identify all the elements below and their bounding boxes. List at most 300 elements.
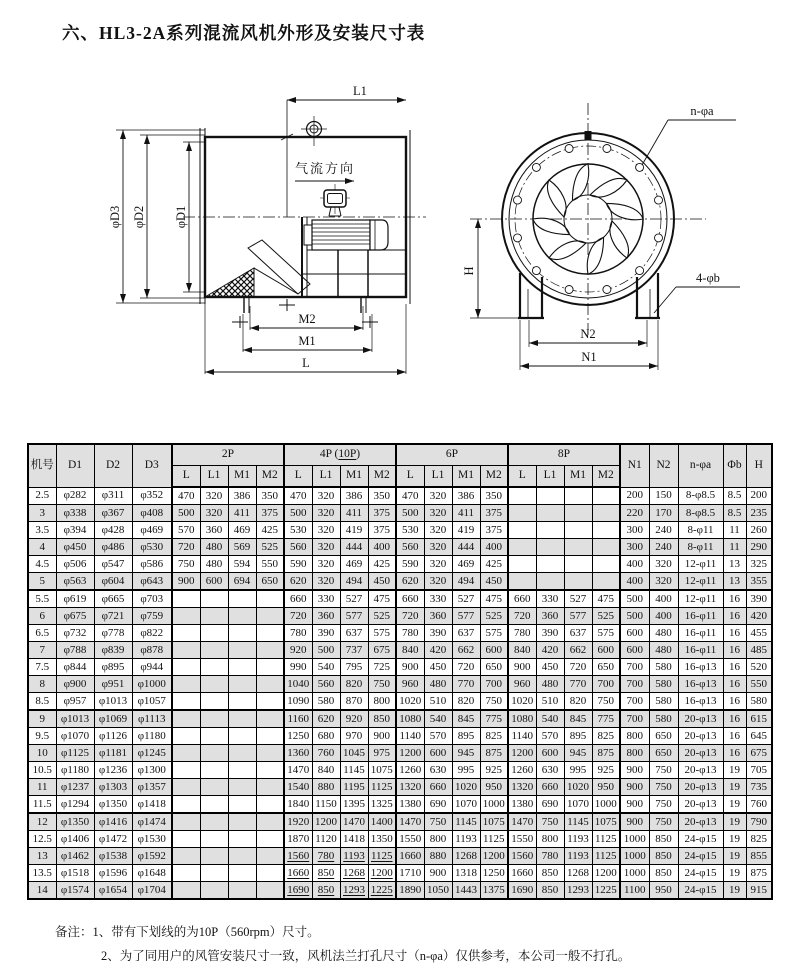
cell: φ957 <box>56 693 94 711</box>
cell: 420 <box>746 608 772 625</box>
cell: φ367 <box>94 505 132 522</box>
cell: 780 <box>284 625 312 642</box>
cell: 24-φ15 <box>678 865 723 882</box>
cell: 444 <box>340 539 368 556</box>
cell: 700 <box>620 710 649 728</box>
table-row <box>28 728 772 745</box>
cell: 13 <box>723 556 746 573</box>
cell: 320 <box>424 556 452 573</box>
cell: 494 <box>340 573 368 591</box>
cell: 1145 <box>564 813 592 831</box>
cell: 375 <box>480 505 508 522</box>
cell: 500 <box>396 505 424 522</box>
cell <box>172 813 200 831</box>
cell: 1125 <box>592 848 620 865</box>
cell: φ878 <box>132 642 172 659</box>
cell: 260 <box>746 522 772 539</box>
cell <box>228 728 256 745</box>
table-row <box>28 522 772 539</box>
cell: 1320 <box>508 779 536 796</box>
cell <box>564 539 592 556</box>
cell: 170 <box>649 505 678 522</box>
cell: 900 <box>172 573 200 591</box>
cell: 12-φ11 <box>678 573 723 591</box>
cell: 375 <box>368 505 396 522</box>
cell: φ721 <box>94 608 132 625</box>
cell <box>172 745 200 762</box>
sub-header-l1: L1 <box>536 466 564 488</box>
cell <box>228 813 256 831</box>
cell: 320 <box>424 505 452 522</box>
cell: 19 <box>723 779 746 796</box>
cell: 530 <box>284 522 312 539</box>
cell: 469 <box>228 522 256 539</box>
cell: 400 <box>649 608 678 625</box>
group-header-2p: 2P <box>172 444 284 466</box>
cell: 475 <box>480 590 508 608</box>
cell: 1200 <box>592 865 620 882</box>
cell <box>172 590 200 608</box>
cell: 600 <box>620 642 649 659</box>
cell <box>256 796 284 814</box>
cell <box>228 779 256 796</box>
cell: 1870 <box>284 831 312 848</box>
cell: φ1057 <box>132 693 172 711</box>
row-model-no: 5.5 <box>28 590 56 608</box>
cell: 680 <box>312 728 340 745</box>
cell: 200 <box>620 487 649 505</box>
cell: 1550 <box>508 831 536 848</box>
col-header-nphia: n-φa <box>678 444 723 487</box>
cell: 1540 <box>284 779 312 796</box>
cell: φ788 <box>56 642 94 659</box>
cell: 690 <box>424 796 452 814</box>
cell: 1193 <box>452 831 480 848</box>
cell: 950 <box>649 882 678 900</box>
cell: φ1538 <box>94 848 132 865</box>
fan-front-view <box>440 75 780 405</box>
cell <box>256 625 284 642</box>
cell <box>256 608 284 625</box>
cell: 1200 <box>508 745 536 762</box>
side-view-linework <box>116 100 426 374</box>
cell <box>200 608 228 625</box>
cell: 330 <box>424 590 452 608</box>
cell: φ643 <box>132 573 172 591</box>
cell: 590 <box>396 556 424 573</box>
cell: φ428 <box>94 522 132 539</box>
table-row <box>28 539 772 556</box>
cell: φ1125 <box>56 745 94 762</box>
cell <box>228 848 256 865</box>
cell <box>228 608 256 625</box>
dim-label-n2: N2 <box>580 327 596 341</box>
cell: φ1462 <box>56 848 94 865</box>
cell: 1380 <box>396 796 424 814</box>
cell: 527 <box>452 590 480 608</box>
cell: 450 <box>424 659 452 676</box>
cell: 500 <box>312 642 340 659</box>
cell <box>172 831 200 848</box>
cell: 915 <box>746 882 772 900</box>
cell: 900 <box>620 796 649 814</box>
col-header-model: 机号 <box>28 444 56 487</box>
cell: 575 <box>480 625 508 642</box>
cell <box>228 590 256 608</box>
cell: 760 <box>312 745 340 762</box>
cell: 575 <box>368 625 396 642</box>
cell: 320 <box>312 539 340 556</box>
footnote-line2: 2、为了同用户的风管安装尺寸一致，风机法兰打孔尺寸（n-φa）仅供参考，本公司一般不打孔。 <box>101 949 631 963</box>
cell: 1660 <box>396 848 424 865</box>
cell: 419 <box>452 522 480 539</box>
cell: 525 <box>368 608 396 625</box>
cell: 620 <box>396 573 424 591</box>
row-model-no: 7 <box>28 642 56 659</box>
cell: 750 <box>480 693 508 711</box>
cell: 570 <box>424 728 452 745</box>
cell: 895 <box>452 728 480 745</box>
cell: 720 <box>508 608 536 625</box>
cell: 700 <box>620 676 649 693</box>
cell: 16-φ11 <box>678 642 723 659</box>
cell <box>508 505 536 522</box>
cell <box>200 796 228 814</box>
cell: 20-φ13 <box>678 796 723 814</box>
cell <box>592 556 620 573</box>
cell: 320 <box>649 556 678 573</box>
cell: 560 <box>312 676 340 693</box>
cell: 1268 <box>340 865 368 882</box>
cell <box>200 779 228 796</box>
table-row <box>28 848 772 865</box>
cell: 750 <box>424 813 452 831</box>
cell: 760 <box>746 796 772 814</box>
cell: 705 <box>746 762 772 779</box>
cell: 400 <box>649 590 678 608</box>
row-model-no: 8 <box>28 676 56 693</box>
cell: 485 <box>746 642 772 659</box>
cell: 800 <box>424 831 452 848</box>
sub-header-l1: L1 <box>424 466 452 488</box>
cell <box>228 882 256 900</box>
cell: 660 <box>424 779 452 796</box>
cell: 1145 <box>340 762 368 779</box>
row-model-no: 4 <box>28 539 56 556</box>
cell: φ1350 <box>94 796 132 814</box>
cell: 1470 <box>508 813 536 831</box>
cell: φ1181 <box>94 745 132 762</box>
cell: 1000 <box>480 796 508 814</box>
cell: 360 <box>312 608 340 625</box>
cell: 24-φ15 <box>678 831 723 848</box>
cell: 11 <box>723 539 746 556</box>
cell: 1040 <box>284 676 312 693</box>
cell: 1320 <box>396 779 424 796</box>
cell <box>200 848 228 865</box>
table-row <box>28 573 772 591</box>
cell: 450 <box>536 659 564 676</box>
cell: 577 <box>564 608 592 625</box>
cell: 1045 <box>340 745 368 762</box>
table-row <box>28 625 772 642</box>
cell: 350 <box>256 487 284 505</box>
row-model-no: 9 <box>28 710 56 728</box>
cell: 425 <box>256 522 284 539</box>
cell: 855 <box>746 848 772 865</box>
cell: 475 <box>592 590 620 608</box>
sub-header-l: L <box>284 466 312 488</box>
cell <box>200 831 228 848</box>
cell: 577 <box>340 608 368 625</box>
cell: 925 <box>480 762 508 779</box>
cell: 825 <box>746 831 772 848</box>
cell <box>592 539 620 556</box>
cell: 620 <box>312 710 340 728</box>
cell: 1268 <box>452 848 480 865</box>
cell: φ1350 <box>56 813 94 831</box>
cell: 419 <box>340 522 368 539</box>
cell: 737 <box>340 642 368 659</box>
cell: 475 <box>368 590 396 608</box>
cell: 1000 <box>620 831 649 848</box>
cell: 700 <box>592 676 620 693</box>
cell <box>536 505 564 522</box>
cell: 320 <box>312 487 340 505</box>
cell: 1318 <box>452 865 480 882</box>
table-row <box>28 745 772 762</box>
cell: 20-φ13 <box>678 745 723 762</box>
cell: 780 <box>396 625 424 642</box>
cell: 24-φ15 <box>678 882 723 900</box>
cell: 1443 <box>452 882 480 900</box>
cell: 425 <box>480 556 508 573</box>
cell: 235 <box>746 505 772 522</box>
row-model-no: 5 <box>28 573 56 591</box>
cell: 480 <box>649 625 678 642</box>
cell: φ506 <box>56 556 94 573</box>
cell: 1120 <box>312 831 340 848</box>
cell: 330 <box>536 590 564 608</box>
cell: 580 <box>649 693 678 711</box>
cell <box>256 848 284 865</box>
fan-outline-side-view <box>88 78 428 408</box>
cell: 470 <box>172 487 200 505</box>
col-header-n2: N2 <box>649 444 678 487</box>
cell: 19 <box>723 882 746 900</box>
cell: 350 <box>368 487 396 505</box>
cell: φ1472 <box>94 831 132 848</box>
table-row <box>28 505 772 522</box>
sub-header-l: L <box>396 466 424 488</box>
table-row <box>28 779 772 796</box>
cell: 569 <box>228 539 256 556</box>
cell <box>256 779 284 796</box>
cell: 577 <box>452 608 480 625</box>
cell: 450 <box>480 573 508 591</box>
cell: 770 <box>452 676 480 693</box>
cell: 720 <box>284 608 312 625</box>
cell: 1293 <box>340 882 368 900</box>
cell <box>536 539 564 556</box>
cell: 580 <box>649 710 678 728</box>
cell: φ1245 <box>132 745 172 762</box>
cell: 520 <box>746 659 772 676</box>
cell <box>200 745 228 762</box>
cell: 16-φ13 <box>678 659 723 676</box>
cell: 525 <box>256 539 284 556</box>
cell: 320 <box>200 505 228 522</box>
cell: 790 <box>746 813 772 831</box>
cell: 16 <box>723 608 746 625</box>
sub-header-l1: L1 <box>312 466 340 488</box>
cell: 1195 <box>340 779 368 796</box>
dimension-table <box>27 443 773 900</box>
cell: 500 <box>284 505 312 522</box>
cell: φ1303 <box>94 779 132 796</box>
cell: 540 <box>536 710 564 728</box>
col-header-d2: D2 <box>94 444 132 487</box>
cell: 1350 <box>368 831 396 848</box>
cell: 580 <box>649 659 678 676</box>
cell: 480 <box>200 539 228 556</box>
cell: φ1596 <box>94 865 132 882</box>
cell: 650 <box>649 745 678 762</box>
cell <box>172 642 200 659</box>
table-row <box>28 608 772 625</box>
cell: 675 <box>368 642 396 659</box>
cell: 8.5 <box>723 505 746 522</box>
row-model-no: 12.5 <box>28 831 56 848</box>
cell: 1890 <box>396 882 424 900</box>
cell: 540 <box>424 710 452 728</box>
cell: 700 <box>620 693 649 711</box>
cell: 1690 <box>508 882 536 900</box>
cell: 594 <box>228 556 256 573</box>
cell: φ486 <box>94 539 132 556</box>
cell: φ282 <box>56 487 94 505</box>
cell: 800 <box>620 745 649 762</box>
cell: 1660 <box>284 865 312 882</box>
cell: 675 <box>746 745 772 762</box>
cell: 995 <box>564 762 592 779</box>
cell: 444 <box>452 539 480 556</box>
cell <box>228 745 256 762</box>
cell: 19 <box>723 848 746 865</box>
cell: 200 <box>746 487 772 505</box>
cell: 16 <box>723 745 746 762</box>
cell: 850 <box>649 831 678 848</box>
footnotes <box>55 920 630 968</box>
cell: φ311 <box>94 487 132 505</box>
cell <box>172 625 200 642</box>
cell <box>172 848 200 865</box>
cell: 1000 <box>592 796 620 814</box>
cell: 920 <box>340 710 368 728</box>
cell: 1160 <box>284 710 312 728</box>
cell <box>536 487 564 505</box>
cell: 780 <box>508 625 536 642</box>
cell: 350 <box>480 487 508 505</box>
table-row <box>28 556 772 573</box>
cell: 725 <box>368 659 396 676</box>
cell: φ1180 <box>132 728 172 745</box>
cell: 820 <box>452 693 480 711</box>
cell: 8-φ11 <box>678 522 723 539</box>
cell: 20-φ13 <box>678 728 723 745</box>
dim-label-l1: L1 <box>353 84 367 98</box>
sub-header-m1: M1 <box>340 466 368 488</box>
cell: 975 <box>368 745 396 762</box>
cell: 900 <box>424 865 452 882</box>
cell: 320 <box>424 539 452 556</box>
cell: φ530 <box>132 539 172 556</box>
cell: 770 <box>564 676 592 693</box>
cell: 320 <box>312 573 340 591</box>
cell: 386 <box>340 487 368 505</box>
cell: 850 <box>312 865 340 882</box>
cell: 20-φ13 <box>678 762 723 779</box>
cell: φ408 <box>132 505 172 522</box>
cell: 970 <box>340 728 368 745</box>
cell: 900 <box>620 762 649 779</box>
cell: 19 <box>723 762 746 779</box>
cell: 570 <box>172 522 200 539</box>
cell: 1020 <box>452 779 480 796</box>
cell: 660 <box>396 590 424 608</box>
cell: 320 <box>312 522 340 539</box>
cell: 386 <box>452 487 480 505</box>
cell: 650 <box>256 573 284 591</box>
cell: 700 <box>620 659 649 676</box>
cell <box>200 882 228 900</box>
cell: 1125 <box>368 848 396 865</box>
cell: 1080 <box>396 710 424 728</box>
row-model-no: 11 <box>28 779 56 796</box>
cell: 1840 <box>284 796 312 814</box>
cell: 840 <box>396 642 424 659</box>
cell: 420 <box>424 642 452 659</box>
cell: 575 <box>592 625 620 642</box>
dim-label-h: H <box>462 266 476 276</box>
cell <box>228 693 256 711</box>
cell: 510 <box>424 693 452 711</box>
cell: 1560 <box>508 848 536 865</box>
cell: φ895 <box>94 659 132 676</box>
cell <box>564 505 592 522</box>
cell: 400 <box>480 539 508 556</box>
cell: 840 <box>312 762 340 779</box>
cell: 540 <box>312 659 340 676</box>
cell: 470 <box>284 487 312 505</box>
cell: 500 <box>620 590 649 608</box>
cell: 1100 <box>620 882 649 900</box>
cell: 12-φ11 <box>678 556 723 573</box>
dim-label-d3: φD3 <box>108 205 122 229</box>
row-model-no: 6.5 <box>28 625 56 642</box>
table-row <box>28 676 772 693</box>
cell <box>508 573 536 591</box>
cell: φ1406 <box>56 831 94 848</box>
cell: 650 <box>592 659 620 676</box>
cell: 925 <box>592 762 620 779</box>
cell: 825 <box>592 728 620 745</box>
cell: 840 <box>508 642 536 659</box>
cell: 1200 <box>396 745 424 762</box>
cell: 775 <box>480 710 508 728</box>
cell: 1125 <box>592 831 620 848</box>
cell <box>200 762 228 779</box>
